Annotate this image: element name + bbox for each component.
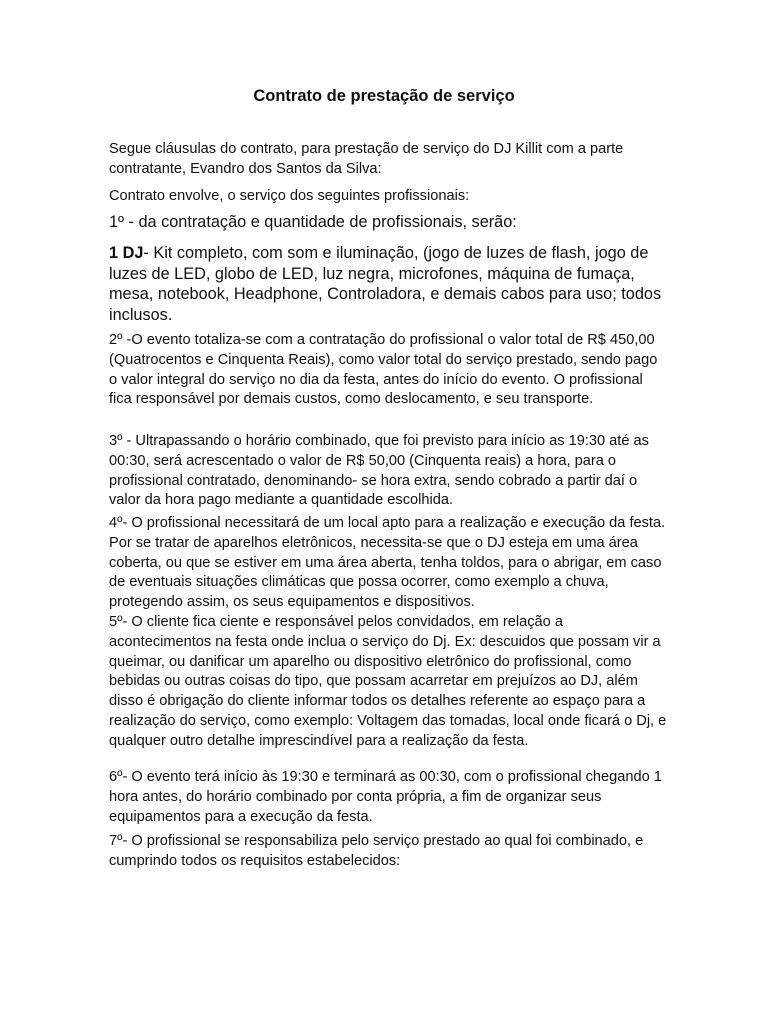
clause-4: 4º- O profissional necessitará de um local apto para a realização e execução da festa. Por se tratar de aparelhos eletrônicos, necessita-se que o DJ esteja em uma área coberta, ou que se estiver em uma área aberta, tenha toldos, para o abrigar, em caso de eventuais situações climáticas que possa ocorrer, como exemplo a chuva, protegendo assim, os seus equipamentos e dispositivos. (109, 515, 666, 611)
clause-5: 5º- O cliente fica ciente e responsável pelos convidados, em relação a acontecimentos na festa onde inclua o serviço do Dj. Ex: descuidos que possam vir a queimar, ou danificar um aparelho ou dispositivo eletrônico do profissional, como bebidas ou outras coisas do tipo, que possam acarretar em prejuízos ao DJ, além disso é obrigação do cliente informar todos os detalhes referente ao espaço para a realização do serviço, como exemplo: Voltagem das tomadas, local onde ficará o Dj, e qualquer outro detalhe imprescindível para a realização da festa. (109, 614, 667, 749)
dj-kit-text: - Kit completo, com som e iluminação, (jogo de luzes de flash, jogo de luzes de LED, globo de LED, luz negra, microfones, máquina de fumaça, mesa, notebook, Headphone, Controladora, e demais cabos para uso; todos inclusos. (109, 244, 662, 324)
clause-7: 7º- O profissional se responsabiliza pelo serviço prestado ao qual foi combinado, e cumprindo todos os requisitos estabelecidos: (109, 833, 644, 869)
envolve-paragraph: Contrato envolve, o serviço dos seguintes profissionais: (109, 188, 470, 204)
dj-label: 1 DJ (109, 244, 144, 262)
clause-1: 1º - da contratação e quantidade de profissionais, serão: (109, 213, 517, 231)
clause-6: 6º- O evento terá início às 19:30 e terminará as 00:30, com o profissional chegando 1 hora antes, do horário combinado por conta própria, a fim de organizar seus equipamentos para a execução da festa. (109, 769, 662, 825)
clause-2: 2º -O evento totaliza-se com a contratação do profissional o valor total de R$ 450,00 (Quatrocentos e Cinquenta Reais), como valor total do serviço prestado, sendo pago o valor integral do serviço no dia da festa, antes do início do evento. O profissional fica responsável por demais custos, como deslocamento, e seu transporte. (109, 332, 658, 408)
document-title: Contrato de prestação de serviço (253, 87, 515, 105)
clause-3: 3º - Ultrapassando o horário combinado, que foi previsto para início as 19:30 até as 00:30, será acrescentado o valor de R$ 50,00 (Cinquenta reais) a hora, para o profissional contratado, denominando- se hora extra, sendo cobrado a partir daí o valor da hora pago mediante a quantidade escolhida. (109, 433, 649, 509)
dj-kit-paragraph (109, 243, 669, 325)
intro-paragraph: Segue cláusulas do contrato, para prestação de serviço do DJ Killit com a parte contratante, Evandro dos Santos da Silva: (109, 141, 624, 177)
